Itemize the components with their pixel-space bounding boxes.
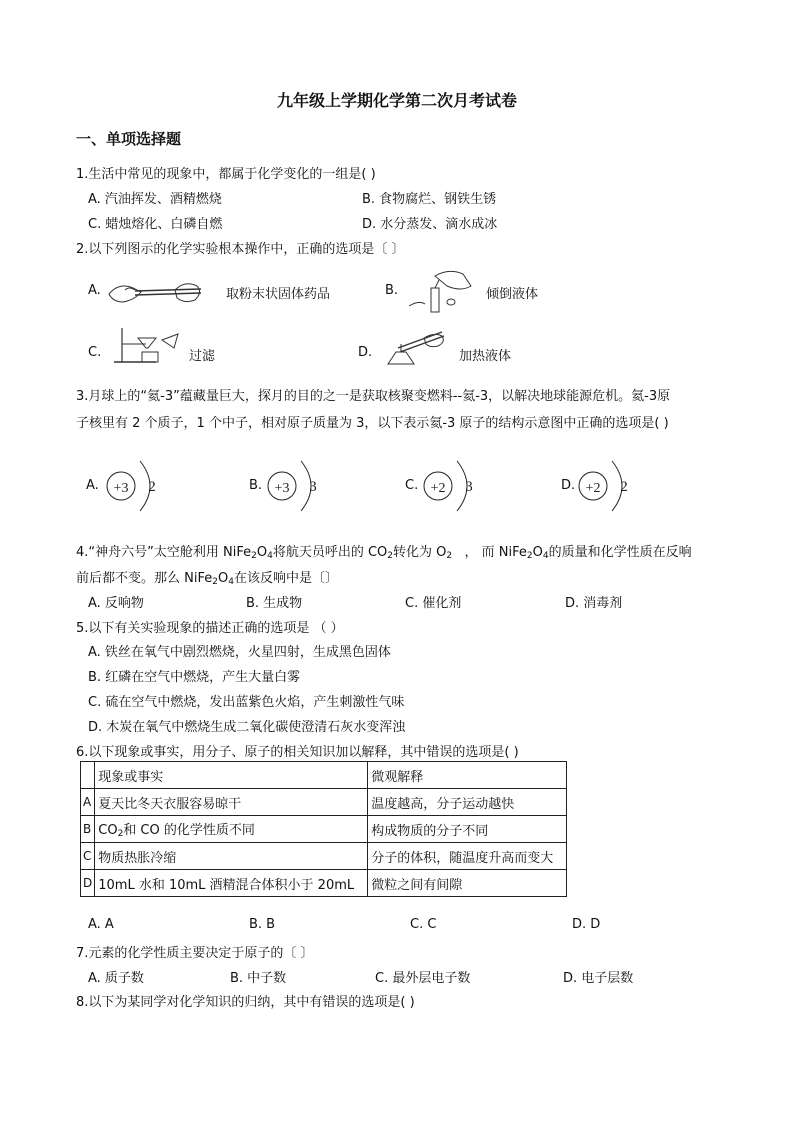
question-5-stem: 5.以下有关实验现象的描述正确的选项是 （ ） xyxy=(76,621,344,636)
section-heading: 一、单项选择题 xyxy=(76,130,182,148)
atom-a-electrons: 2 xyxy=(148,479,156,495)
q5-option-c: C. 硫在空气中燃烧，发出蓝紫色火焰，产生刺激性气味 xyxy=(88,695,405,710)
q2-letter-c: C. xyxy=(88,345,102,360)
table-row: A 夏天比冬天衣服容易晾干 温度越高，分子运动越快 xyxy=(81,789,567,816)
q3-letter-a: A. xyxy=(86,478,99,493)
atom-d-nucleus: +2 xyxy=(585,481,601,496)
question-4-stem-line1: 4.“神舟六号”太空舱利用 $NiFe_2O_4$将航天员呼出的 $CO_2$转化为 $O_2$ ， 而 $NiFe_2O_4$的质量和化学性质在反响 xyxy=(76,545,692,561)
atom-diagram-d xyxy=(576,456,636,516)
atom-a-nucleus: +3 xyxy=(113,481,129,496)
q4-option-b: B. 生成物 xyxy=(246,596,303,611)
q4-option-a: A. 反响物 xyxy=(88,596,144,611)
page-title: 九年级上学期化学第二次月考试卷 xyxy=(276,91,517,110)
q3-letter-b: B. xyxy=(249,478,263,493)
atom-c-nucleus: +2 xyxy=(430,481,446,496)
atom-diagram-c xyxy=(421,456,481,516)
q4-option-c: C. 催化剂 xyxy=(405,596,462,611)
question-1-stem: 1.生活中常见的现象中，都属于化学变化的一组是( ) xyxy=(76,167,376,182)
question-3-stem-line1: 3.月球上的“氦-3”蕴藏量巨大，探月的目的之一是获取核聚变燃料--氦-3，以解决地球能源危机。氦-3原 xyxy=(76,389,671,404)
table-row: B $CO_2$和 CO 的化学性质不同 构成物质的分子不同 xyxy=(81,816,567,843)
q6-option-a: A. A xyxy=(88,917,114,932)
pouring-liquid-illustration xyxy=(405,266,480,314)
q7-option-c: C. 最外层电子数 xyxy=(375,971,471,986)
question-4-stem-line2: 前后都不变。那么 $NiFe_2O_4$在该反响中是〔〕 xyxy=(76,571,338,587)
atom-b-electrons: 3 xyxy=(309,479,317,495)
q1-option-a: A. 汽油挥发、酒精燃烧 xyxy=(88,192,222,207)
q6-table xyxy=(80,761,567,897)
q4-option-d: D. 消毒剂 xyxy=(565,596,623,611)
q1-option-c: C. 蜡烛熔化、白磷自燃 xyxy=(88,217,223,232)
atom-b-nucleus: +3 xyxy=(274,481,290,496)
table-row: D 10mL 水和 10mL 酒精混合体积小于 20mL 微粒之间有间隙 xyxy=(81,870,567,897)
q7-option-d: D. 电子层数 xyxy=(563,971,634,986)
q5-option-b: B. 红磷在空气中燃烧，产生大量白雾 xyxy=(88,670,301,685)
q2-label-b: 倾倒液体 xyxy=(486,287,539,302)
q6-option-b: B. B xyxy=(249,917,276,932)
q5-option-d: D. 木炭在氧气中燃烧生成二氧化碳使澄清石灰水变浑浊 xyxy=(88,720,406,735)
heating-liquid-illustration xyxy=(380,328,455,368)
question-2-stem: 2.以下列图示的化学实验根本操作中，正确的选项是〔 〕 xyxy=(76,242,405,257)
atom-diagram-b xyxy=(265,456,325,516)
q1-option-b: B. 食物腐烂、钢铁生锈 xyxy=(362,192,497,207)
q1-option-d: D. 水分蒸发、滴水成冰 xyxy=(362,217,498,232)
table-header-row xyxy=(81,762,567,789)
q2-letter-b: B. xyxy=(385,283,399,298)
header-explain: 微观解释 xyxy=(368,762,567,789)
q3-letter-c: C. xyxy=(405,478,419,493)
powder-sampling-illustration xyxy=(105,272,210,308)
q2-letter-d: D. xyxy=(358,345,373,360)
filtration-illustration xyxy=(112,326,184,366)
q2-label-a: 取粉末状固体药品 xyxy=(226,287,331,302)
question-6-stem: 6.以下现象或事实，用分子、原子的相关知识加以解释，其中错误的选项是( ) xyxy=(76,745,519,760)
question-7-stem: 7.元素的化学性质主要决定于原子的〔 〕 xyxy=(76,946,314,961)
atom-diagram-a xyxy=(104,456,164,516)
q6-option-d: D. D xyxy=(572,917,601,932)
header-fact: 现象或事实 xyxy=(95,762,368,789)
q7-option-b: B. 中子数 xyxy=(230,971,287,986)
q7-option-a: A. 质子数 xyxy=(88,971,144,986)
q5-option-a: A. 铁丝在氧气中剧烈燃烧，火星四射，生成黑色固体 xyxy=(88,645,391,660)
table-row: C 物质热胀冷缩 分子的体积，随温度升高而变大 xyxy=(81,843,567,870)
atom-d-electrons: 2 xyxy=(620,479,628,495)
q2-label-d: 加热液体 xyxy=(459,349,512,364)
q2-label-c: 过滤 xyxy=(189,349,216,364)
q3-letter-d: D. xyxy=(561,478,576,493)
q6-option-c: C. C xyxy=(410,917,437,932)
question-8-stem: 8.以下为某同学对化学知识的归纳，其中有错误的选项是( ) xyxy=(76,995,415,1010)
question-3-stem-line2: 子核里有 2 个质子，1 个中子，相对原子质量为 3，以下表示氦-3 原子的结构示意图中正确的选项是( ) xyxy=(76,416,669,431)
q2-letter-a: A. xyxy=(88,283,101,298)
atom-c-electrons: 3 xyxy=(465,479,473,495)
